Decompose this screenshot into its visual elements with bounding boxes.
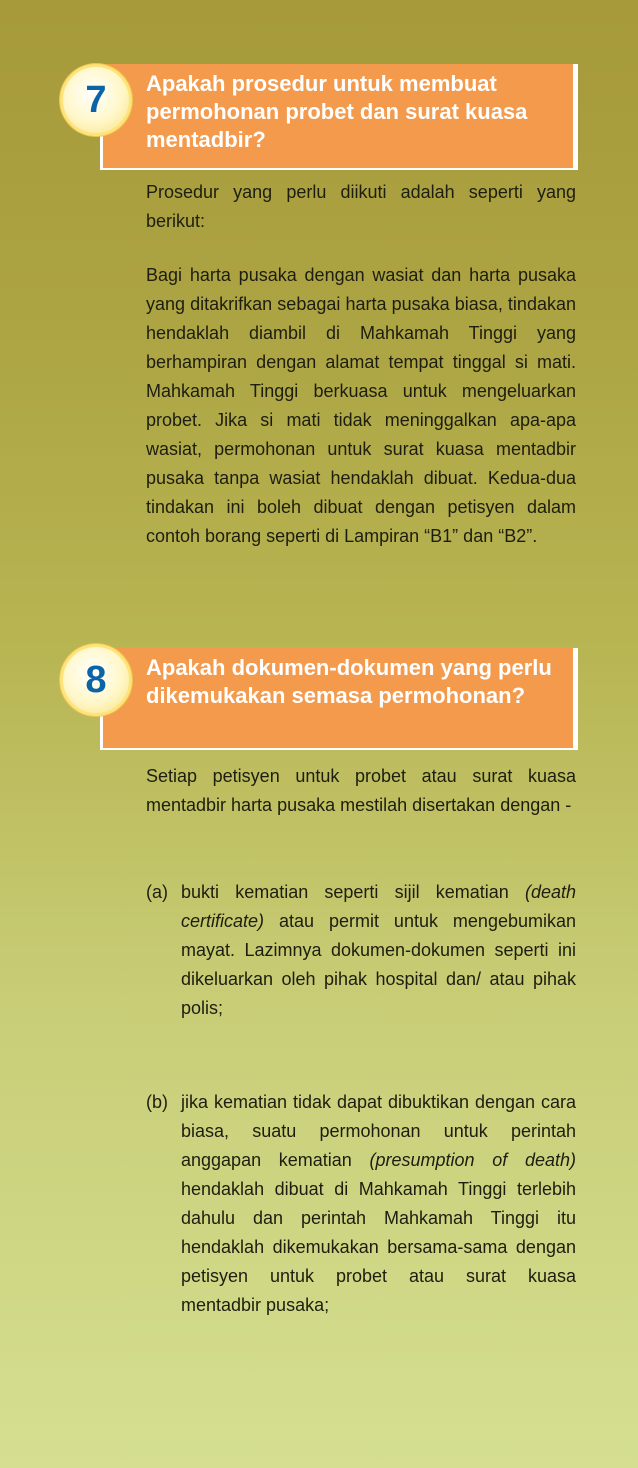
question-7-title: Apakah prosedur untuk membuat permohonan probet dan surat kuasa mentadbir? xyxy=(146,71,528,152)
list-item-a-text-start: bukti kematian seperti sijil kematian xyxy=(181,882,525,902)
list-item-a-italic: (death certificate) xyxy=(181,882,576,931)
question-8-number-badge xyxy=(60,644,132,716)
question-7-number: 7 xyxy=(85,78,107,121)
list-item-b-text xyxy=(181,1088,576,1320)
question-7-number-badge xyxy=(60,64,132,136)
list-item-a-text xyxy=(181,878,576,1023)
list-item-b-text-start: jika kematian tidak dapat dibuktikan dengan cara biasa, suatu permohonan untuk perintah anggapan kematian xyxy=(181,1092,576,1170)
list-item-b-text-end: hendaklah dibuat di Mahkamah Tinggi terlebih dahulu dan perintah Mahkamah Tinggi itu hendaklah dikemukakan bersama-sama dengan petisyen untuk probet atau surat kuasa mentadbir pusaka; xyxy=(181,1179,576,1315)
list-item-b-label: (b) xyxy=(146,1092,168,1112)
question-7-header xyxy=(100,64,578,170)
list-item-b-italic: (presumption of death) xyxy=(369,1150,576,1170)
question-8-header xyxy=(100,648,578,750)
list-item-a-label: (a) xyxy=(146,882,168,902)
question-8-intro: Setiap petisyen untuk probet atau surat kuasa mentadbir harta pusaka mestilah disertakan dengan - xyxy=(146,766,576,815)
question-8-number: 8 xyxy=(85,658,107,701)
question-8-title: Apakah dokumen-dokumen yang perlu dikemukakan semasa permohonan? xyxy=(146,655,552,708)
list-item-a-text-end: atau permit untuk mengebumikan mayat. Lazimnya dokumen-dokumen seperti ini dikeluarkan oleh pihak hospital dan/ atau pihak polis; xyxy=(181,911,576,1018)
question-7-paragraph-1: Prosedur yang perlu diikuti adalah seperti yang berikut: xyxy=(146,182,576,231)
question-7-paragraph-2: Bagi harta pusaka dengan wasiat dan harta pusaka yang ditakrifkan sebagai harta pusaka biasa, tindakan hendaklah diambil di Mahkamah Tinggi yang berhampiran dengan alamat tempat tinggal si mati. Mahkamah Tinggi berkuasa untuk mengeluarkan probet. Jika si mati tidak meninggalkan apa-apa wasiat, permohonan untuk surat kuasa mentadbir pusaka tanpa wasiat hendaklah dibuat. Kedua-dua tindakan ini boleh dibuat dengan petisyen dalam contoh borang seperti di Lampiran “B1” dan “B2”. xyxy=(146,265,576,546)
